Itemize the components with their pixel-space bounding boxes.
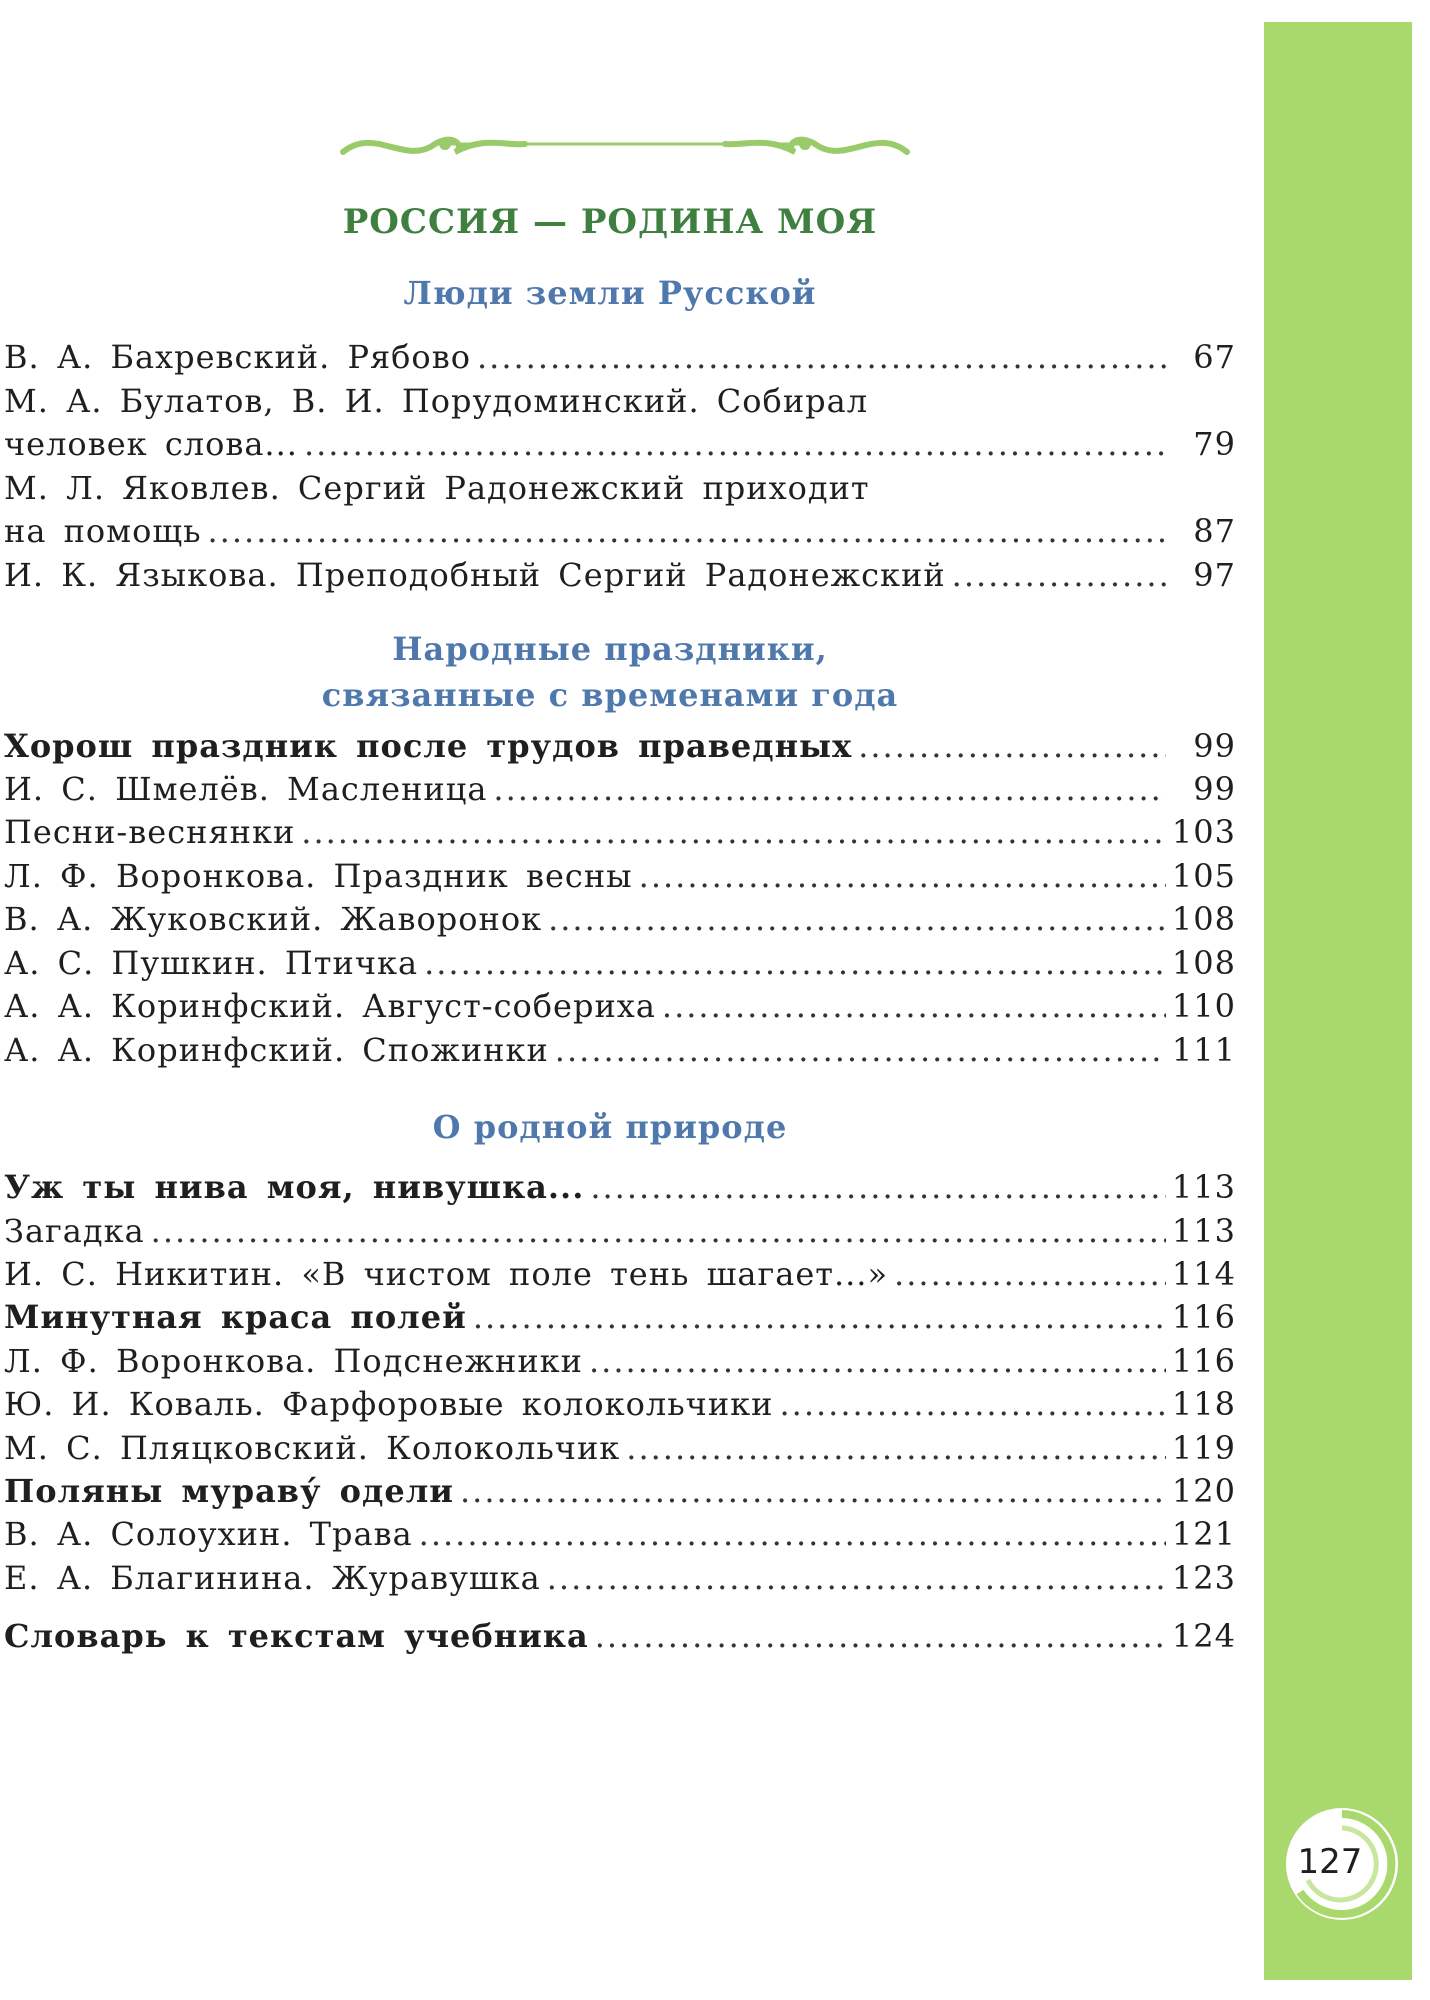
- entry-title: Л. Ф. Воронкова. Подснежники: [4, 1342, 583, 1380]
- side-decor-bar: [1264, 22, 1412, 1980]
- leader-dots: [858, 725, 1166, 767]
- toc-entry: [4, 510, 1236, 552]
- toc-entry: [4, 1166, 1236, 1208]
- toc-entry: [4, 554, 1236, 596]
- entry-title: В. А. Солоухин. Трава: [4, 1515, 413, 1553]
- toc-entry: [4, 985, 1236, 1027]
- toc-entry: [4, 423, 1236, 465]
- toc-entry: [4, 1296, 1236, 1338]
- leader-dots: [590, 1166, 1166, 1208]
- toc-entry: [4, 336, 1236, 378]
- entry-title: Песни-веснянки: [4, 813, 296, 851]
- leader-dots: [477, 336, 1166, 378]
- leader-dots: [424, 942, 1166, 984]
- entry-page-number: 103: [1171, 813, 1236, 851]
- part-title: РОССИЯ — РОДИНА МОЯ: [342, 202, 878, 242]
- section-title: Люди земли Русской: [403, 274, 817, 312]
- leader-dots: [626, 1427, 1166, 1469]
- leader-dots: [548, 898, 1166, 940]
- entry-page-number: 116: [1171, 1298, 1236, 1336]
- leader-dots: [208, 510, 1167, 552]
- toc-entry: [4, 898, 1236, 940]
- entry-title: М. С. Пляцковский. Колокольчик: [4, 1429, 621, 1467]
- toc-entry: [4, 768, 1236, 810]
- entry-title: А. А. Коринфский. Спожинки: [4, 1031, 549, 1069]
- section-title: О родной природе: [432, 1108, 788, 1146]
- entry-page-number: 111: [1171, 1031, 1236, 1069]
- entry-page-number: 99: [1193, 727, 1236, 765]
- entry-page-number: 108: [1171, 900, 1236, 938]
- toc-entry: [4, 1513, 1236, 1555]
- entry-title: Ю. И. Коваль. Фарфоровые колокольчики: [4, 1385, 774, 1423]
- entry-page-number: 124: [1171, 1617, 1236, 1655]
- entry-page-number: 87: [1193, 512, 1236, 550]
- leader-dots: [301, 811, 1166, 853]
- toc-entry: [4, 1029, 1236, 1071]
- toc-entry: [4, 1427, 1236, 1469]
- leader-dots: [595, 1615, 1166, 1657]
- entry-title: М. Л. Яковлев. Сергий Радонежский приходит: [4, 469, 870, 507]
- toc-entry: [4, 725, 1236, 767]
- entry-page-number: 105: [1171, 857, 1236, 895]
- toc-entry: [4, 1253, 1236, 1295]
- toc-entry: [4, 467, 1236, 509]
- entry-page-number: 79: [1193, 425, 1236, 463]
- ornament-divider-icon: [335, 126, 915, 162]
- leader-dots: [419, 1513, 1166, 1555]
- entry-title: М. А. Булатов, В. И. Порудоминский. Собирал: [4, 382, 869, 420]
- leader-dots: [473, 1296, 1166, 1338]
- leader-dots: [547, 1557, 1166, 1599]
- entry-title: Е. А. Благинина. Журавушка: [4, 1559, 541, 1597]
- entry-title: И. С. Шмелёв. Масленица: [4, 770, 488, 808]
- entry-title: А. А. Коринфский. Август-собериха: [4, 987, 656, 1025]
- toc-entry: [4, 942, 1236, 984]
- entry-title: Л. Ф. Воронкова. Праздник весны: [4, 857, 633, 895]
- toc-entry-appendix: [4, 1615, 1236, 1657]
- entry-page-number: 116: [1171, 1342, 1236, 1380]
- leader-dots: [304, 423, 1166, 465]
- entry-title: В. А. Бахревский. Рябово: [4, 338, 471, 376]
- entry-title: на помощь: [4, 512, 202, 550]
- entry-page-number: 123: [1171, 1559, 1236, 1597]
- leader-dots: [952, 554, 1166, 596]
- entry-title: человек слова...: [4, 425, 298, 463]
- entry-title: Словарь к текстам учебника: [4, 1617, 589, 1655]
- entry-page-number: 110: [1171, 987, 1236, 1025]
- toc-entry: [4, 811, 1236, 853]
- section-title: связанные с временами года: [321, 676, 899, 714]
- toc-entry: [4, 1383, 1236, 1425]
- entry-title: Минутная краса полей: [4, 1298, 467, 1336]
- entry-page-number: 114: [1171, 1255, 1236, 1293]
- leader-dots: [151, 1210, 1166, 1252]
- entry-title: Уж ты нива моя, нивушка...: [4, 1168, 585, 1206]
- entry-title: Загадка: [4, 1212, 145, 1250]
- leader-dots: [662, 985, 1166, 1027]
- leader-dots: [894, 1253, 1166, 1295]
- entry-page-number: 121: [1171, 1515, 1236, 1553]
- toc-entry: [4, 1210, 1236, 1252]
- entry-page-number: 119: [1171, 1429, 1236, 1467]
- leader-dots: [589, 1340, 1166, 1382]
- entry-page-number: 67: [1193, 338, 1236, 376]
- leader-dots: [493, 768, 1166, 810]
- entry-page-number: 113: [1171, 1212, 1236, 1250]
- entry-page-number: 99: [1193, 770, 1236, 808]
- toc-entry: [4, 1557, 1236, 1599]
- leader-dots: [639, 855, 1166, 897]
- page-number: 127: [1297, 1842, 1363, 1882]
- entry-page-number: 97: [1193, 556, 1236, 594]
- entry-page-number: 120: [1171, 1472, 1236, 1510]
- entry-title: И. С. Никитин. «В чистом поле тень шагает...»: [4, 1255, 889, 1293]
- entry-title: В. А. Жуковский. Жаворонок: [4, 900, 543, 938]
- toc-entry: [4, 1470, 1236, 1512]
- leader-dots: [460, 1470, 1166, 1512]
- entry-title: Поляны мураву́ одели: [4, 1472, 454, 1510]
- leader-dots: [779, 1383, 1165, 1425]
- leader-dots: [555, 1029, 1166, 1071]
- entry-title: Хорош праздник после трудов праведных: [4, 727, 853, 765]
- entry-page-number: 108: [1171, 944, 1236, 982]
- toc-entry: [4, 380, 1236, 422]
- entry-title: А. С. Пушкин. Птичка: [4, 944, 419, 982]
- entry-page-number: 113: [1171, 1168, 1236, 1206]
- entry-page-number: 118: [1171, 1385, 1236, 1423]
- toc-entry: [4, 1340, 1236, 1382]
- toc-entry: [4, 855, 1236, 897]
- section-title: Народные праздники,: [392, 630, 828, 668]
- entry-title: И. К. Языкова. Преподобный Сергий Радонежский: [4, 556, 946, 594]
